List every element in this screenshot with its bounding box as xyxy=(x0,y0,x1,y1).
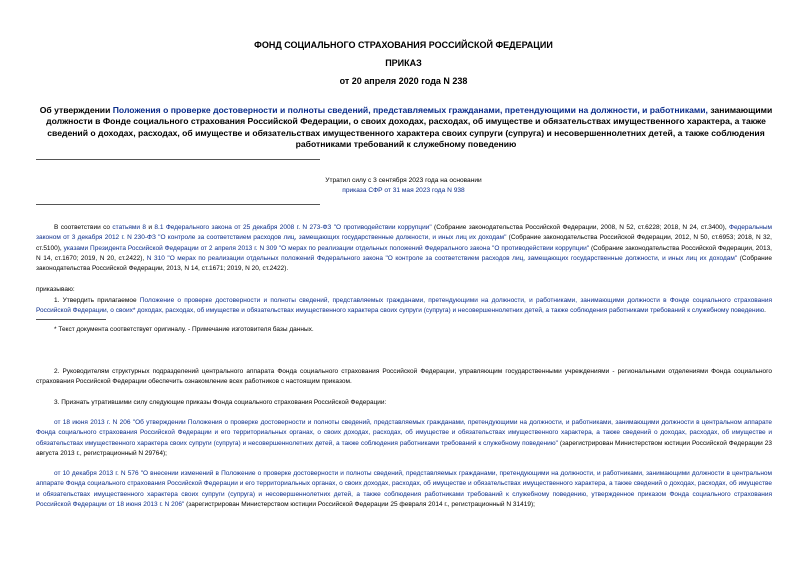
order-word: приказываю: xyxy=(36,286,75,293)
sub2-link[interactable]: от 10 декабря 2013 г. N 576 "О внесении изменений в Положение о проверке достоверности и полноты сведений, представляемых гражданами, претендующими на должности, и работниками, занимающими должности в центральном аппарате Фонда социального страхования Российской Федерации и его территориальных органах, о своих доходах, расходах, об имуществе и обязательствах имущественного характера, а также сведений о доходах, расходах, об имуществе и обязательствах имущественного характера своих супруги (супруга) и несовершеннолетних детей, а также соблюдения работниками требований к служебному поведению, утвержденное приказом Фонда социального страхования Российской Федерации от 18 июня 2013 г. N 206" xyxy=(36,470,772,508)
status-line: Утратил силу с 3 сентября 2023 года на основании xyxy=(325,177,482,184)
item1-link[interactable]: Положение о проверке достоверности и полноты сведений, представляемых гражданами, претендующими на должности, и работниками, занимающими должности в Фонде социального страхования Российской Федерации, о своих* доходах, расходах, об имуществе и обязательствах имущественного характера своих супруги (супруга) и несовершеннолетних детей, а также соблюдения работниками требований к служебному поведению xyxy=(36,297,772,315)
preamble-link-273fz[interactable]: 8.1 Федерального закона от 25 декабря 2008 г. N 273-ФЗ "О противодействии коррупции" xyxy=(154,224,432,231)
title-prefix: Об утверждении xyxy=(39,105,113,115)
preamble-link-ukaz310[interactable]: N 310 "О мерах по реализации отдельных положений Федерального закона "О контроле за соответствием расходов лиц, замещающих государственные должности, и иных лиц их доходам" xyxy=(146,254,738,262)
item1-text: 1. Утвердить прилагаемое xyxy=(54,297,140,304)
preamble-text-2: и xyxy=(146,224,155,231)
item-3-sub-1 xyxy=(36,418,772,459)
divider-top xyxy=(36,159,320,160)
item-3-sub-2 xyxy=(36,469,772,510)
org-name: ФОНД СОЦИАЛЬНОГО СТРАХОВАНИЯ РОССИЙСКОЙ ФЕДЕРАЦИИ xyxy=(254,40,553,50)
status-link[interactable]: приказа СФР от 31 мая 2023 года N 938 xyxy=(342,187,465,194)
sub1-rest: (зарегистрирован Министерством юстиции Российской Федерации 23 августа 2013 г., регистрационный N 29764); xyxy=(36,439,772,457)
footnote: * Текст документа соответствует оригиналу. - Примечание изготовителя базы данных. xyxy=(54,326,314,333)
preamble-text-1: В соответствии со xyxy=(54,224,113,231)
divider-status xyxy=(36,204,320,205)
preamble-link-art8[interactable]: статьями 8 xyxy=(112,224,147,231)
preamble-link-230fz[interactable]: Федеральным законом от 3 декабря 2012 г. N 230-ФЗ "О контроле за соответствием расходов лиц, замещающих государственные должности, и иных лиц их доходам" xyxy=(36,224,772,242)
preamble-text-5: (Собрание законодательства Российской Федерации, 2013, N 14, ст.1670; 2019, N 20, ст.2422), xyxy=(36,244,772,262)
item-3: 3. Признать утратившими силу следующие приказы Фонда социального страхования Российской Федерации: xyxy=(54,399,387,406)
item1-end: . xyxy=(764,307,766,315)
preamble-text-3: (Собрание законодательства Российской Федерации, 2008, N 52, ст.6228; 2018, N 24, ст.3400), xyxy=(431,224,730,231)
document-title xyxy=(36,105,776,150)
status-link-wrap xyxy=(0,186,807,196)
preamble-link-ukaz309[interactable]: указами Президента Российской Федерации от 2 апреля 2013 г. N 309 "О мерах по реализации отдельных положений Федерального закона "О противодействии коррупции" xyxy=(63,244,590,252)
title-link[interactable]: Положения о проверке достоверности и полноты сведений, представляемых гражданами, претендующими на должности, и работниками, xyxy=(112,105,708,115)
item-2: 2. Руководителям структурных подразделений центрального аппарата Фонда социального страхования Российской Федерации, управляющим государственными учреждениями - региональными отделениями Фонда социального страхования Российской Федерации обеспечить ознакомление всех работников с настоящим приказом. xyxy=(36,368,772,386)
doc-date-number: от 20 апреля 2020 года N 238 xyxy=(339,76,468,86)
sub1-link[interactable]: от 18 июня 2013 г. N 206 "Об утверждении Положения о проверке достоверности и полноты сведений, представляемых гражданами, претендующими на должности, и работниками, занимающими должности в центральном аппарате Фонда социального страхования Российской Федерации и его территориальных органах, о своих доходах, расходах, об имуществе и обязательствах имущественного характера, а также сведений о доходах, расходах, об имуществе и обязательствах имущественного характера своих супруги (супруга) и несовершеннолетних детей, а также соблюдения работниками требований к служебному поведению" xyxy=(36,419,772,447)
doc-type: ПРИКАЗ xyxy=(385,58,422,68)
preamble-paragraph xyxy=(36,223,772,274)
item-1 xyxy=(36,296,772,317)
footnote-divider xyxy=(36,319,106,320)
preamble-text-6: (Собрание законодательства Российской Федерации, 2013, N 14, ст.1671; 2019, N 20, ст.2422). xyxy=(36,254,772,273)
preamble-text-4: (Собрание законодательства Российской Федерации, 2012, N 50, ст.6953; 2018, N 32, ст.5100), xyxy=(36,234,772,252)
sub2-rest: (зарегистрирован Министерством юстиции Российской Федерации 25 февраля 2014 г., регистрационный N 31419); xyxy=(184,500,535,508)
title-rest: занимающими должности в Фонде социального страхования Российской Федерации, о своих доходах, расходах, об имуществе и обязательствах имущественного характера, а также сведений о доходах, расходах, об имуществе и обязательствах имущественного характера своих супруги (супруга) и несовершеннолетних детей, а также соблюдения работниками требований к служебному поведению xyxy=(46,105,773,149)
